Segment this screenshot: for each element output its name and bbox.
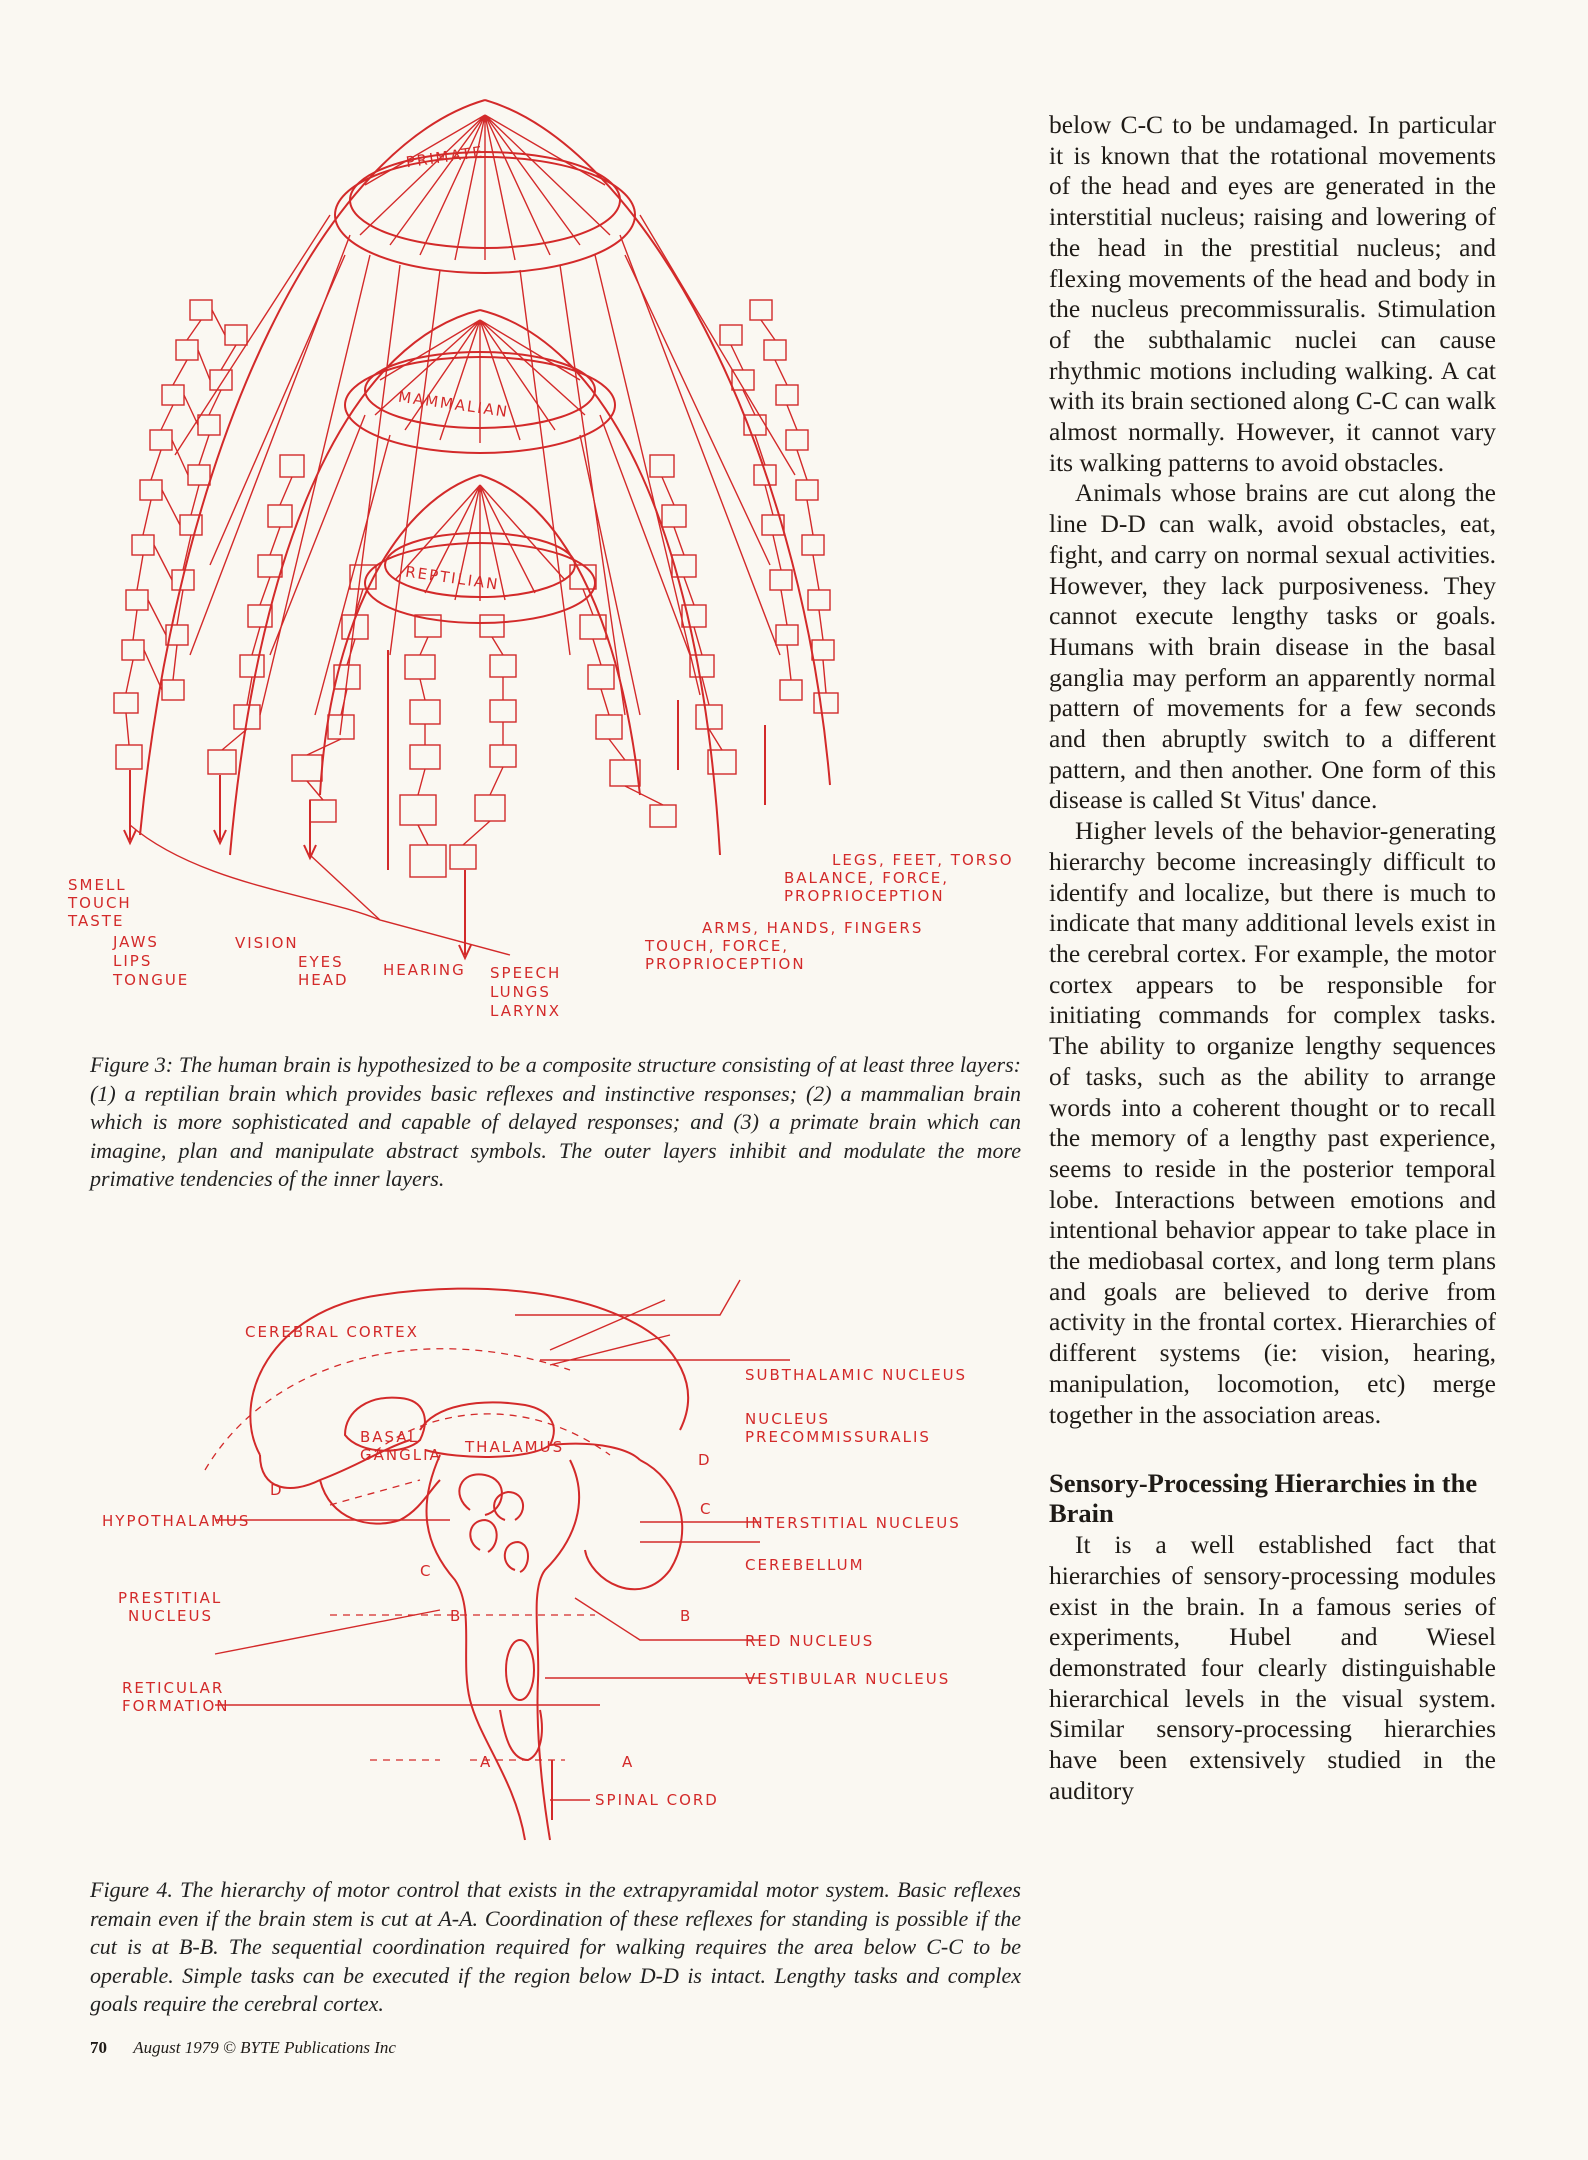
cut-d-right: D bbox=[698, 1451, 712, 1469]
speech-label: SPEECH bbox=[490, 964, 562, 982]
mammalian-label: MAMMALIAN bbox=[397, 387, 511, 422]
vision-label: VISION bbox=[235, 934, 299, 952]
article-paragraph-1: below C-C to be undamaged. In particular it is known that the rotational movements of the head and eyes are generated in the interstitial nucleus; raising and lowering of the head in the prestitial nucleus; and flexing movements of the head and body in the nucleus precommissuralis. Stimulation of the subthalamic nuclei can cause rhythmic motions including walking. A cat with its brain sectioned along C-C can walk almost normally. However, it cannot vary its walking patterns to avoid obstacles. bbox=[1049, 110, 1496, 477]
reticular-label-1: RETICULAR bbox=[122, 1679, 225, 1697]
thalamus-label: THALAMUS bbox=[465, 1438, 565, 1456]
cut-b-right: B bbox=[680, 1607, 693, 1625]
cut-d-left: D bbox=[270, 1481, 284, 1499]
cut-a-left: A bbox=[480, 1753, 493, 1771]
lungs-label: LUNGS bbox=[490, 983, 551, 1001]
figure-4-diagram bbox=[102, 1280, 1020, 1840]
cut-b-left: B bbox=[450, 1607, 463, 1625]
lips-label: LIPS bbox=[113, 952, 153, 970]
red-nucleus-label: RED NUCLEUS bbox=[745, 1632, 875, 1650]
precommissuralis-label-1: NUCLEUS bbox=[745, 1410, 831, 1428]
cerebellum-label: CEREBELLUM bbox=[745, 1556, 865, 1574]
article-paragraph-4: It is a well established fact that hierarchies of sensory-processing modules exist in the brain. In a famous series of experiments, Hubel and Wiesel demonstrated four clearly distinguishable hierarchical levels in the visual system. Similar sensory-processing hierarchies have been extensively studied in the auditory bbox=[1049, 1530, 1496, 1805]
reptilian-label: REPTILIAN bbox=[404, 562, 501, 594]
hearing-label: HEARING bbox=[383, 961, 466, 979]
page-footer bbox=[90, 2038, 396, 2058]
article-column bbox=[1049, 110, 1496, 1807]
tongue-label: TONGUE bbox=[113, 971, 190, 989]
touch-label: TOUCH bbox=[68, 894, 132, 912]
subthalamic-label: SUBTHALAMIC NUCLEUS bbox=[745, 1366, 968, 1384]
vestibular-label: VESTIBULAR NUCLEUS bbox=[745, 1670, 951, 1688]
article-paragraph-3: Higher levels of the behavior-generating hierarchy become increasingly difficult to identify and localize, but there is much to indicate that many additional levels exist in the cerebral cortex. For example, the motor cortex appears to be responsible for initiating commands for complex tasks. The ability to organize lengthy sequences of tasks, such as the ability to arrange words into a coherent thought or to recall the memory of a lengthy past experience, seems to reside in the posterior temporal lobe. Interactions between emotions and intentional behavior appear to take place in the mediobasal cortex, and long term plans and goals are believed to derive from activity in the frontal cortex. Hierarchies of different systems (ie: vision, hearing, manipulation, locomotion, etc) merge together in the association areas. bbox=[1049, 816, 1496, 1429]
jaws-label: JAWS bbox=[113, 933, 159, 951]
spinal-cord-label: SPINAL CORD bbox=[595, 1791, 719, 1809]
proprio-legs-label: PROPRIOCEPTION bbox=[784, 887, 945, 905]
page-number: 70 bbox=[90, 2038, 107, 2057]
reticular-label-2: FORMATION bbox=[122, 1697, 230, 1715]
figure-4-caption: Figure 4. The hierarchy of motor control that exists in the extrapyramidal motor system. Basic reflexes remain even if the brain stem is cut at A-A. Coordination of these reflexes for standing is possible if the cut is at B-B. The sequential coordination required for walking requires the area below C-C to be operable. Simple tasks can be executed if the region below D-D is intact. Lengthy tasks and complex goals require the cerebral cortex. bbox=[90, 1877, 1021, 2016]
cut-a-right: A bbox=[622, 1753, 635, 1771]
cut-c-left: C bbox=[420, 1562, 433, 1580]
basal-ganglia-label-2: GANGLIA bbox=[360, 1446, 442, 1464]
cut-c-right: C bbox=[700, 1500, 713, 1518]
taste-label: TASTE bbox=[68, 912, 125, 930]
legs-label: LEGS, FEET, TORSO bbox=[832, 851, 1014, 869]
head-label: HEAD bbox=[298, 971, 349, 989]
eyes-label: EYES bbox=[298, 953, 344, 971]
prestitial-label-1: PRESTITIAL bbox=[118, 1589, 223, 1607]
larynx-label: LARYNX bbox=[490, 1002, 562, 1020]
figure-3-diagram bbox=[68, 95, 1040, 1025]
cerebral-cortex-label: CEREBRAL CORTEX bbox=[245, 1323, 419, 1341]
basal-ganglia-label-1: BASAL bbox=[360, 1428, 419, 1446]
issue-credit: August 1979 © BYTE Publications Inc bbox=[133, 2038, 396, 2057]
figure-3-caption: Figure 3: The human brain is hypothesized to be a composite structure consisting of at least three layers: (1) a reptilian brain which provides basic reflexes and instinctive responses; (2) a mammalian brain which is more sophisticated and capable of delayed responses; and (3) a primate brain which can imagine, plan and manipulate abstract symbols. The outer layers inhibit and modulate the more primative tendencies of the inner layers. bbox=[90, 1052, 1021, 1191]
prestitial-label-2: NUCLEUS bbox=[128, 1607, 214, 1625]
arms-label: ARMS, HANDS, FINGERS bbox=[702, 919, 924, 937]
proprio-arms-label: PROPRIOCEPTION bbox=[645, 955, 806, 973]
touch-force-label: TOUCH, FORCE, bbox=[645, 937, 790, 955]
article-paragraph-2: Animals whose brains are cut along the line D-D can walk, avoid obstacles, eat, fight, and carry on normal sexual activities. However, they lack purposiveness. They cannot execute lengthy tasks or goals. Humans with brain disease in the basal ganglia may perform an apparently normal pattern of movements for a few seconds and then abruptly switch to a different pattern, and then another. One form of this disease is called St Vitus' dance. bbox=[1049, 478, 1496, 815]
balance-label: BALANCE, FORCE, bbox=[784, 869, 950, 887]
interstitial-label: INTERSTITIAL NUCLEUS bbox=[745, 1514, 961, 1532]
section-heading: Sensory-Processing Hierarchies in the Brain bbox=[1049, 1468, 1478, 1529]
smell-label: SMELL bbox=[68, 876, 127, 894]
primate-label: PRIMATE bbox=[404, 142, 486, 172]
precommissuralis-label-2: PRECOMMISSURALIS bbox=[745, 1428, 931, 1446]
hypothalamus-label: HYPOTHALAMUS bbox=[102, 1512, 251, 1530]
